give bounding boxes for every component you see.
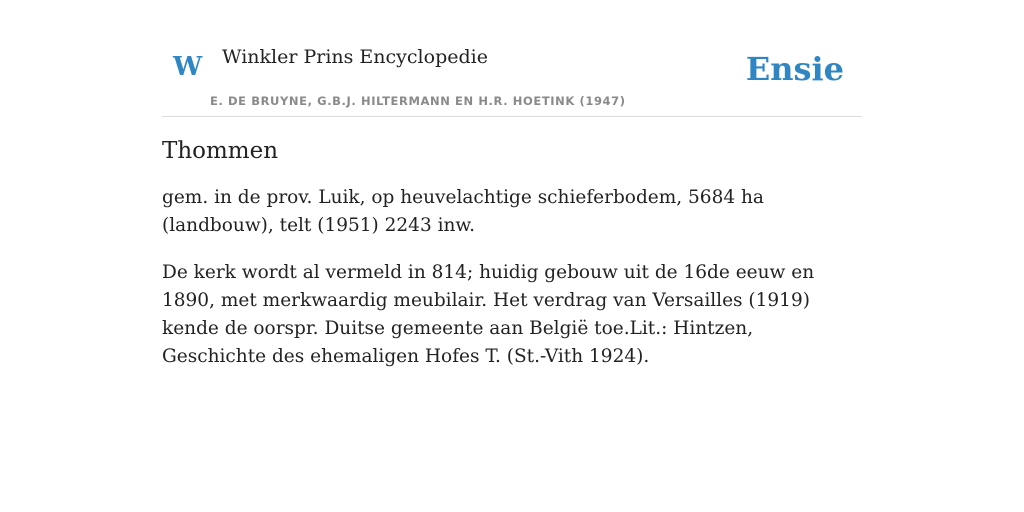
article-title: Thommen <box>162 138 279 164</box>
publication-logo[interactable]: W <box>173 52 203 82</box>
article-paragraph: De kerk wordt al vermeld in 814; huidig gebouw uit de 16de eeuw en 1890, met merkwaardig meubilair. Het verdrag van Versailles (1919) kende de oorspr. Duitse gemeente aan België toe.Lit.: Hintzen, Geschichte des ehemaligen Hofes T. (St.-Vith 1924). <box>162 262 815 367</box>
publication-authors: E. DE BRUYNE, G.B.J. HILTERMANN EN H.R. HOETINK (1947) <box>210 94 626 108</box>
article-paragraph: gem. in de prov. Luik, op heuvelachtige schieferbodem, 5684 ha (landbouw), telt (1951) 2243 inw. <box>162 187 764 236</box>
publication-header <box>162 36 862 117</box>
publication-title[interactable]: Winkler Prins Encyclopedie <box>222 46 488 68</box>
brand-logo[interactable]: Ensie <box>745 50 844 88</box>
article <box>162 138 862 390</box>
